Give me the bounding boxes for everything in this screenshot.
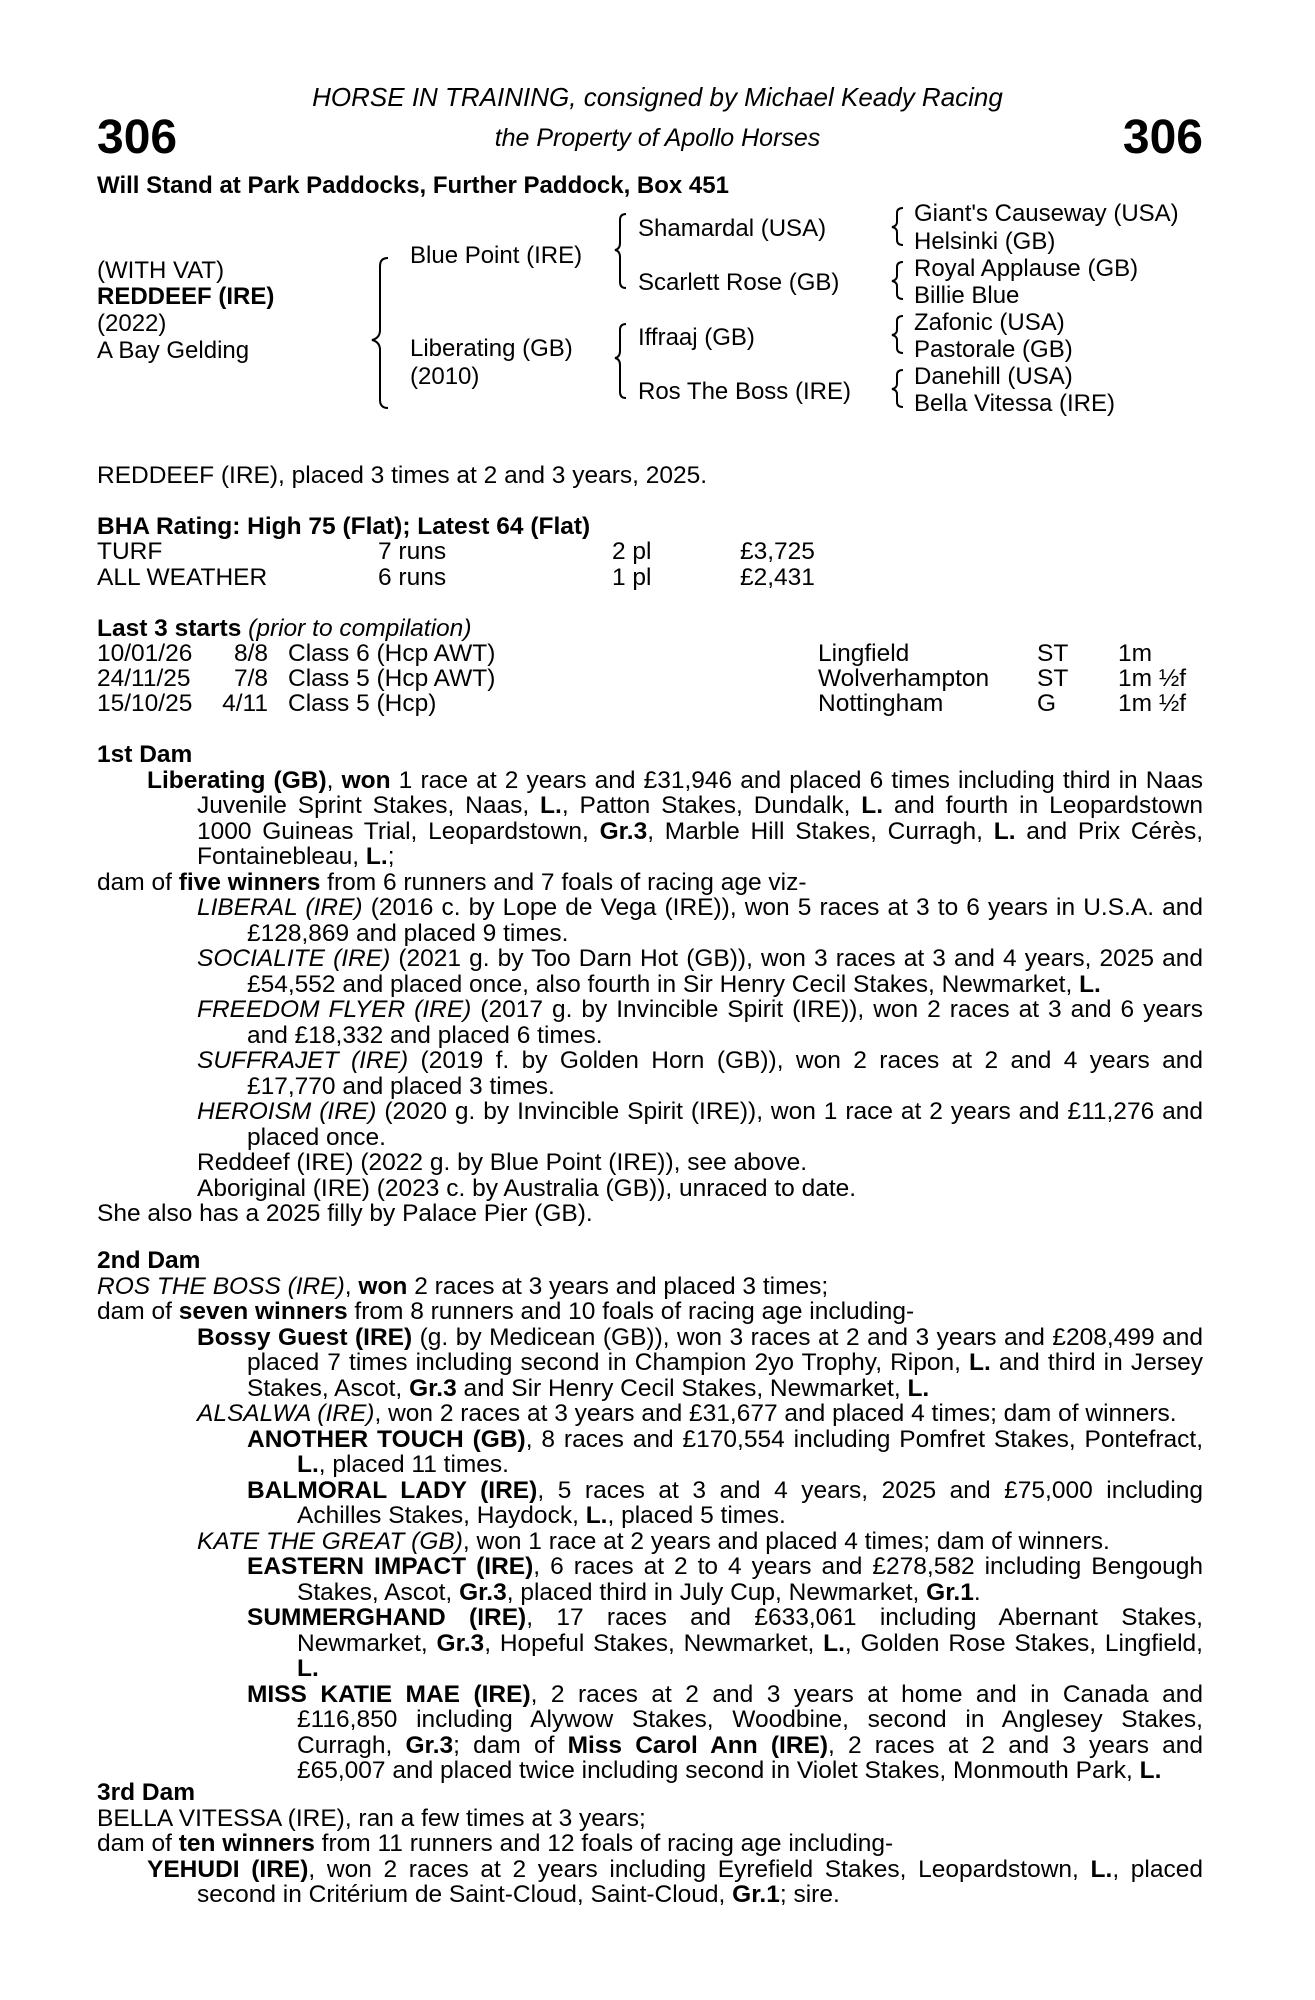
start-race: Class 5 (Hcp AWT) bbox=[288, 665, 496, 692]
progeny-text: (2019 f. by Golden Horn (GB)), won 2 races at 2 and 4 years and £17,770 and placed 3 times. bbox=[247, 1047, 1203, 1100]
progeny-entry bbox=[97, 1048, 1203, 1099]
pedigree-dam: Liberating (GB) bbox=[410, 335, 573, 362]
progeny-name: Miss Carol Ann (IRE) bbox=[567, 1731, 829, 1759]
start-position: 8/8 bbox=[233, 640, 268, 667]
second-dam-paragraph: ROS THE BOSS (IRE), won 2 races at 3 years and placed 3 times; bbox=[97, 1272, 829, 1300]
pedigree-dam-dam: Ros The Boss (IRE) bbox=[638, 378, 851, 405]
rating-earnings: £2,431 bbox=[740, 564, 815, 591]
listed-marker: L. bbox=[993, 817, 1016, 845]
first-dam-text: ; bbox=[387, 843, 395, 870]
second-dam-name: ROS THE BOSS (IRE) bbox=[97, 1272, 345, 1300]
pedigree-sire-dam: Scarlett Rose (GB) bbox=[638, 269, 840, 296]
progeny-text: and third in Jersey Stakes, Ascot, bbox=[247, 1349, 1204, 1402]
stable-line: Will Stand at Park Paddocks, Further Paddock, Box 451 bbox=[97, 172, 729, 199]
start-race: Class 5 (Hcp) bbox=[288, 690, 437, 717]
progeny-name: BALMORAL LADY (IRE) bbox=[247, 1476, 538, 1504]
winners-count: five winners bbox=[178, 868, 321, 896]
group-marker: Gr.3 bbox=[599, 817, 648, 845]
first-dam-won: won bbox=[341, 766, 391, 794]
progeny-name: FREEDOM FLYER (IRE) bbox=[197, 996, 472, 1023]
start-date: 15/10/25 bbox=[97, 690, 193, 717]
listed-marker: L. bbox=[297, 1655, 319, 1682]
lot-number-left: 306 bbox=[97, 111, 178, 164]
first-dam-paragraph: Liberating (GB), won 1 race at 2 years and £31,946 and placed 6 times including third in Naas Juvenile Sprint Stakes, Naas, L., Patton Stakes, Dundalk, L. and fourth in Leopardstown 1000 Guineas Trial, Leopardstown, Gr.3, Marble Hill Stakes, Curragh, L. and Prix Cérès, Fontainebleau, L.; bbox=[147, 766, 1204, 870]
progeny-name: MISS KATIE MAE (IRE) bbox=[247, 1680, 531, 1708]
consignor-line: HORSE IN TRAINING, consigned by Michael Keady Racing bbox=[312, 82, 1003, 112]
rating-placed: 2 pl bbox=[612, 538, 652, 565]
start-going: G bbox=[1037, 690, 1057, 717]
bracket-g2 bbox=[892, 262, 903, 299]
progeny-entry bbox=[97, 895, 1203, 946]
rating-placed: 1 pl bbox=[612, 564, 652, 591]
group-marker: Gr.1 bbox=[732, 1881, 780, 1908]
dam-of-text: from 11 runners and 12 foals of racing age including- bbox=[314, 1830, 894, 1857]
dam-of-text: from 8 runners and 10 foals of racing age including- bbox=[347, 1298, 915, 1325]
listed-marker: L. bbox=[861, 792, 884, 819]
progeny-name: Bossy Guest (IRE) bbox=[197, 1323, 413, 1351]
listed-marker: L. bbox=[540, 792, 562, 819]
progeny-entry bbox=[97, 1099, 1203, 1150]
rating-surface: TURF bbox=[97, 538, 163, 565]
pedigree-g3: Royal Applause (GB) bbox=[914, 255, 1139, 282]
progeny-name: ANOTHER TOUCH (GB) bbox=[247, 1425, 526, 1453]
progeny-text: , placed third in July Cup, Newmarket, bbox=[506, 1578, 927, 1606]
vat-label: (WITH VAT) bbox=[97, 257, 225, 284]
third-dam-paragraph: BELLA VITESSA (IRE), ran a few times at 3 years; bbox=[97, 1804, 646, 1832]
progeny-text: , Golden Rose Stakes, Lingfield, bbox=[844, 1629, 1203, 1657]
listed-marker: L. bbox=[585, 1502, 608, 1529]
listed-marker: L. bbox=[907, 1374, 930, 1402]
progeny-text: , 6 races at 2 to 4 years and £278,582 including Bengough Stakes, Ascot, bbox=[297, 1553, 1203, 1606]
bha-rating: BHA Rating: High 75 (Flat); Latest 64 (Flat) bbox=[97, 513, 591, 540]
group-marker: Gr.3 bbox=[436, 1629, 485, 1657]
grand-progeny-entry bbox=[97, 1554, 1203, 1605]
progeny-text: . bbox=[973, 1578, 981, 1606]
group-marker: Gr.3 bbox=[459, 1578, 507, 1606]
horse-summary: REDDEEF (IRE), placed 3 times at 2 and 3 years, 2025. bbox=[97, 462, 708, 489]
bracket-g4 bbox=[892, 370, 903, 407]
first-dam-heading: 1st Dam bbox=[97, 741, 193, 768]
progeny-text: (g. by Medicean (GB)), won 3 races at 2 and 3 years and £208,499 and placed 7 times including second in Champion 2yo Trophy, Ripon, bbox=[247, 1323, 1203, 1376]
second-dam-section bbox=[97, 1248, 1203, 1784]
winners-count: seven winners bbox=[178, 1298, 348, 1325]
progeny-text: (2016 c. by Lope de Vega (IRE)), won 5 races at 3 to 6 years in U.S.A. and £128,869 and placed 9 times. bbox=[247, 894, 1203, 947]
progeny-name: SUFFRAJET (IRE) bbox=[197, 1047, 409, 1074]
first-dam-section bbox=[97, 742, 1203, 1227]
pedigree-dam-year: (2010) bbox=[410, 363, 480, 390]
bracket-g1 bbox=[892, 208, 903, 245]
progeny-name: SUMMERGHAND (IRE) bbox=[247, 1604, 527, 1631]
progeny-name: EASTERN IMPACT (IRE) bbox=[247, 1553, 534, 1580]
progeny-text: ; sire. bbox=[779, 1881, 840, 1908]
bracket-sire bbox=[615, 214, 626, 288]
pedigree-g4: Billie Blue bbox=[914, 282, 1020, 309]
third-dam-heading: 3rd Dam bbox=[97, 1779, 196, 1806]
progeny-entry bbox=[97, 997, 1203, 1048]
pedigree-g2: Helsinki (GB) bbox=[914, 228, 1056, 255]
pedigree-g1: Giant's Causeway (USA) bbox=[914, 200, 1179, 227]
grand-progeny-entry bbox=[97, 1605, 1203, 1682]
grand-progeny-entry bbox=[97, 1478, 1203, 1529]
progeny-entry bbox=[97, 1857, 1203, 1908]
third-dam-produce-line bbox=[97, 1831, 1203, 1857]
pedigree-dam-sire: Iffraaj (GB) bbox=[638, 324, 755, 351]
bracket-main bbox=[372, 258, 388, 408]
rating-earnings: £3,725 bbox=[740, 538, 815, 565]
start-distance: 1m ½f bbox=[1118, 690, 1187, 717]
progeny-text: ; dam of bbox=[453, 1731, 568, 1759]
progeny-text: , won 1 race at 2 years and placed 4 times; dam of winners. bbox=[462, 1527, 1110, 1555]
group-marker: Gr.3 bbox=[405, 1731, 454, 1759]
progeny-text: , 2 races at 2 and 3 years at home and in Canada and £116,850 including Alywow Stakes, Woodbine, second in Anglesey Stakes, Curragh, bbox=[297, 1680, 1204, 1759]
first-dam-text: , Patton Stakes, Dundalk, bbox=[561, 792, 862, 819]
start-distance: 1m ½f bbox=[1118, 665, 1187, 692]
progeny-name: YEHUDI (IRE) bbox=[147, 1855, 309, 1883]
grand-progeny-entry bbox=[97, 1427, 1203, 1478]
pedigree-g7: Danehill (USA) bbox=[914, 363, 1073, 390]
start-date: 10/01/26 bbox=[97, 640, 193, 667]
first-dam-text: 1 race at 2 years and £31,946 and placed 6 times including third in Naas Juvenile Sprint Stakes, Naas, bbox=[197, 766, 1203, 819]
progeny-text: (2020 g. by Invincible Spirit (IRE)), won 1 race at 2 years and £11,276 and placed once. bbox=[247, 1098, 1203, 1151]
also-has-line: She also has a 2025 filly by Palace Pier (GB). bbox=[97, 1200, 593, 1227]
group-marker: Gr.3 bbox=[409, 1374, 457, 1402]
first-dam-name: Liberating (GB) bbox=[147, 766, 327, 794]
pedigree-g6: Pastorale (GB) bbox=[914, 336, 1073, 363]
rating-runs: 7 runs bbox=[378, 538, 447, 565]
listed-marker: L. bbox=[1139, 1757, 1162, 1784]
progeny-text: , placed 5 times. bbox=[607, 1502, 786, 1529]
progeny-text: , placed second in Critérium de Saint-Cloud, Saint-Cloud, bbox=[197, 1855, 1203, 1908]
rating-runs: 6 runs bbox=[378, 564, 447, 591]
progeny-entry: Aboriginal (IRE) (2023 c. by Australia (GB)), unraced to date. bbox=[197, 1174, 857, 1202]
first-dam-text: and fourth in Leopardstown 1000 Guineas Trial, Leopardstown, bbox=[197, 792, 1203, 845]
start-course: Wolverhampton bbox=[818, 665, 990, 692]
lot-number-right: 306 bbox=[1122, 111, 1203, 164]
progeny-text: and Sir Henry Cecil Stakes, Newmarket, bbox=[456, 1374, 908, 1402]
first-dam-text: , Marble Hill Stakes, Curragh, bbox=[647, 817, 994, 845]
progeny-text: (2021 g. by Too Darn Hot (GB)), won 3 races at 3 and 4 years, 2025 and £54,552 and placed once, also fourth in Sir Henry Cecil Stakes, Newmarket, bbox=[247, 945, 1204, 998]
winners-count: ten winners bbox=[178, 1830, 315, 1857]
start-going: ST bbox=[1037, 665, 1069, 692]
pedigree-sire: Blue Point (IRE) bbox=[410, 242, 583, 269]
last-starts-heading bbox=[97, 616, 471, 642]
progeny-text: , won 2 races at 3 years and £31,677 and placed 4 times; dam of winners. bbox=[374, 1400, 1177, 1427]
progeny-text: (2017 g. by Invincible Spirit (IRE)), won 2 races at 3 and 6 years and £18,332 and placed 6 times. bbox=[247, 996, 1203, 1049]
listed-marker: L. bbox=[1079, 970, 1101, 998]
horse-name: REDDEEF (IRE) bbox=[97, 283, 275, 310]
progeny-text: , 5 races at 3 and 4 years, 2025 and £75,000 including Achilles Stakes, Haydock, bbox=[297, 1476, 1203, 1529]
dam-of-text: dam of bbox=[97, 1830, 179, 1857]
start-course: Lingfield bbox=[818, 640, 910, 667]
listed-marker: L. bbox=[365, 843, 388, 870]
listed-marker: L. bbox=[297, 1451, 319, 1478]
horse-description: A Bay Gelding bbox=[97, 337, 250, 364]
start-distance: 1m bbox=[1118, 640, 1153, 667]
bracket-dam bbox=[615, 324, 626, 398]
progeny-entry: Reddeef (IRE) (2022 g. by Blue Point (IRE)), see above. bbox=[197, 1149, 808, 1176]
progeny-text: , won 2 races at 2 years including Eyrefield Stakes, Leopardstown, bbox=[308, 1855, 1091, 1883]
third-dam-section bbox=[97, 1780, 1203, 1908]
listed-marker: L. bbox=[823, 1629, 845, 1657]
first-dam-produce-line bbox=[97, 870, 1203, 896]
second-dam-produce-line bbox=[97, 1299, 1203, 1325]
property-line: the Property of Apollo Horses bbox=[494, 124, 821, 152]
progeny-text: , 17 races and £633,061 including Abernant Stakes, Newmarket, bbox=[297, 1604, 1203, 1657]
grand-progeny-entry bbox=[97, 1682, 1203, 1784]
dam-of-text: dam of bbox=[97, 868, 179, 896]
second-dam-text: 2 races at 3 years and placed 3 times; bbox=[407, 1272, 829, 1300]
start-course: Nottingham bbox=[818, 690, 944, 717]
listed-marker: L. bbox=[1090, 1855, 1113, 1883]
progeny-text: , 2 races at 2 and 3 years and £65,007 and placed twice including second in Violet Stakes, Monmouth Park, bbox=[297, 1731, 1203, 1784]
progeny-entry bbox=[97, 946, 1203, 997]
group-marker: Gr.1 bbox=[926, 1578, 974, 1606]
listed-marker: L. bbox=[969, 1349, 991, 1376]
horse-year: (2022) bbox=[97, 310, 167, 337]
last-starts-title: Last 3 starts bbox=[97, 615, 242, 642]
dam-of-text: dam of bbox=[97, 1298, 179, 1325]
start-position: 7/8 bbox=[233, 665, 268, 692]
progeny-name: ALSALWA (IRE) bbox=[197, 1400, 375, 1427]
rating-surface: ALL WEATHER bbox=[97, 564, 268, 591]
first-dam-text: and Prix Cérès, Fontainebleau, bbox=[197, 817, 1204, 870]
pedigree-g8: Bella Vitessa (IRE) bbox=[914, 390, 1115, 417]
progeny-text: , 8 races and £170,554 including Pomfret Stakes, Pontefract, bbox=[525, 1425, 1204, 1453]
start-date: 24/11/25 bbox=[97, 665, 191, 692]
start-going: ST bbox=[1037, 640, 1069, 667]
progeny-name: SOCIALITE (IRE) bbox=[197, 945, 391, 972]
start-race: Class 6 (Hcp AWT) bbox=[288, 640, 496, 667]
progeny-entry bbox=[97, 1401, 1203, 1427]
progeny-name: HEROISM (IRE) bbox=[197, 1098, 377, 1125]
progeny-entry bbox=[97, 1529, 1203, 1555]
dam-of-text: from 6 runners and 7 foals of racing age viz- bbox=[320, 868, 807, 896]
pedigree-g5: Zafonic (USA) bbox=[914, 309, 1065, 336]
second-dam-heading: 2nd Dam bbox=[97, 1247, 201, 1274]
progeny-text: , placed 11 times. bbox=[318, 1451, 509, 1478]
progeny-entry bbox=[97, 1325, 1203, 1402]
progeny-text: , Hopeful Stakes, Newmarket, bbox=[484, 1629, 824, 1657]
progeny-name: KATE THE GREAT (GB) bbox=[197, 1527, 463, 1555]
second-dam-won: won bbox=[358, 1272, 408, 1300]
start-position: 4/11 bbox=[222, 690, 268, 717]
last-starts-note: (prior to compilation) bbox=[248, 615, 472, 642]
bracket-g3 bbox=[892, 316, 903, 353]
progeny-name: LIBERAL (IRE) bbox=[197, 894, 363, 921]
pedigree-sire-sire: Shamardal (USA) bbox=[638, 215, 827, 242]
